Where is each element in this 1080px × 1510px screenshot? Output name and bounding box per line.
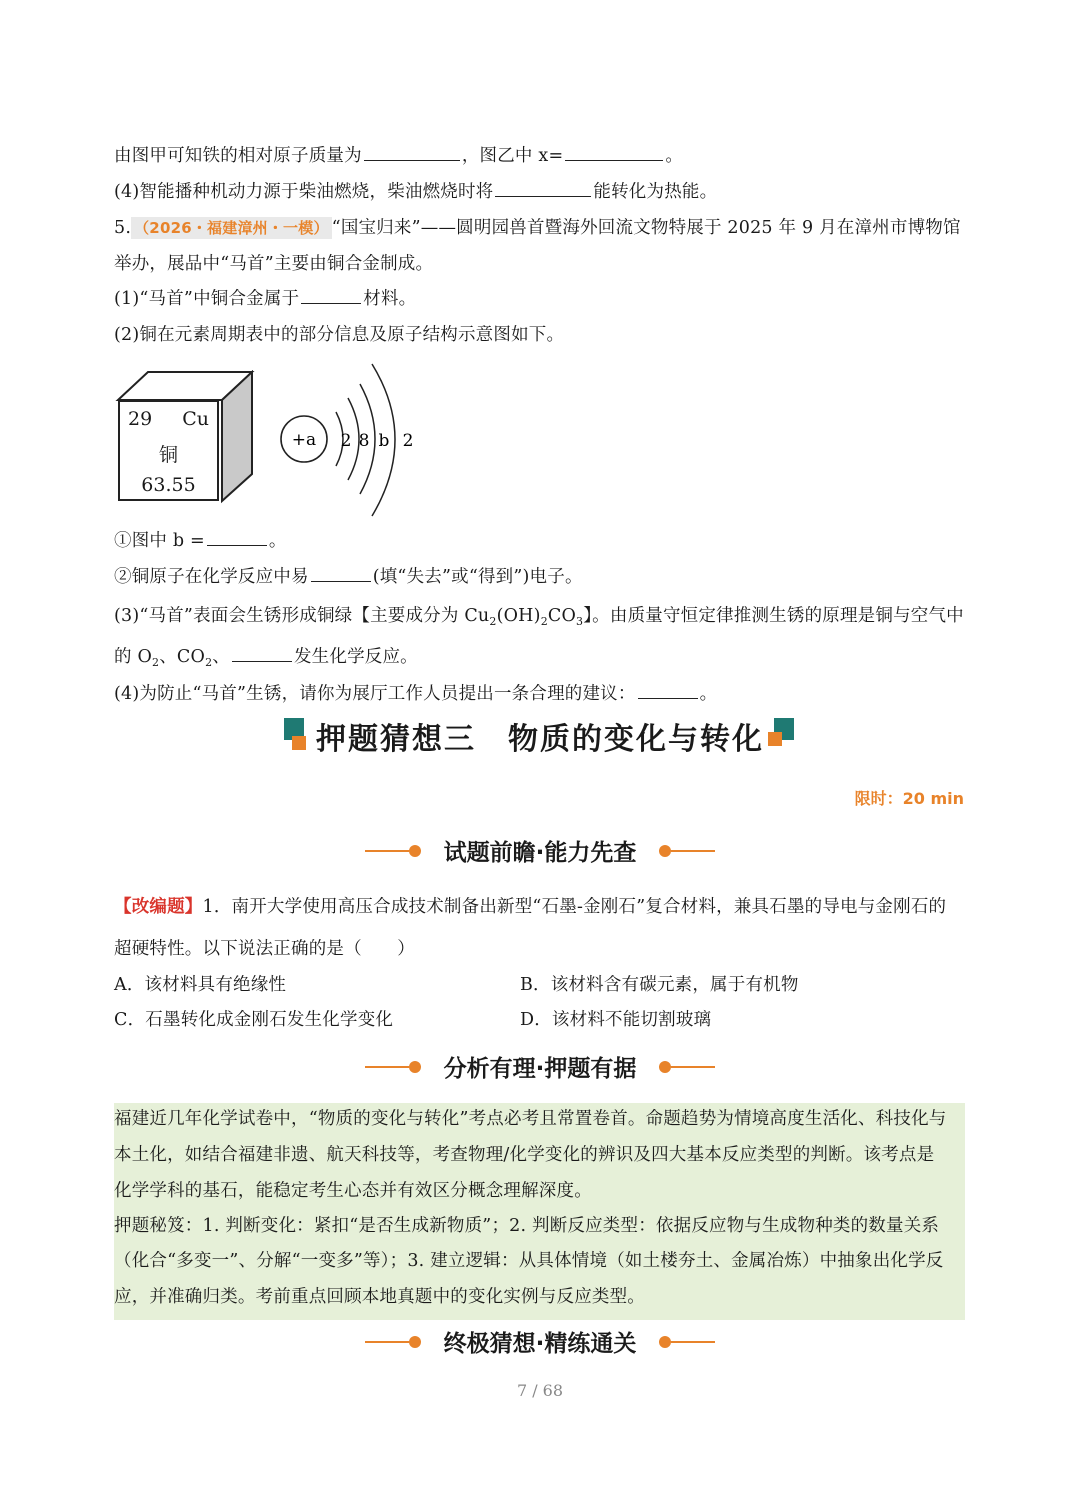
cell-front bbox=[118, 400, 219, 501]
text-segment: ，图乙中 x= bbox=[461, 146, 564, 166]
heading-right-icon bbox=[768, 718, 794, 750]
section-title: 分析有理·押题有据 bbox=[443, 1056, 637, 1082]
section-header bbox=[0, 834, 1080, 870]
atomic-number: 29 bbox=[128, 408, 153, 430]
answer-blank[interactable] bbox=[207, 529, 267, 546]
question-tag: 【改编题】 bbox=[114, 897, 203, 917]
text-segment: ①图中 b = bbox=[114, 531, 205, 551]
subscript: 2 bbox=[489, 615, 497, 628]
answer-blank[interactable] bbox=[311, 565, 371, 582]
time-limit: 限时：20 min bbox=[854, 789, 964, 808]
option-c[interactable] bbox=[114, 1008, 393, 1032]
answer-blank[interactable] bbox=[495, 180, 591, 197]
text-line bbox=[114, 937, 415, 961]
topic-heading bbox=[0, 714, 1080, 764]
text-segment: 举办，展品中“马首”主要由铜合金制成。 bbox=[114, 254, 434, 274]
option-text: C．石墨转化成金刚石发生化学变化 bbox=[114, 1010, 394, 1030]
text-segment: 】。由质量守恒定律推测生锈的原理是铜与空气中 bbox=[583, 606, 964, 626]
text-line bbox=[114, 323, 564, 347]
option-text: B．该材料含有碳元素，属于有机物 bbox=[520, 975, 799, 995]
option-text: A．该材料具有绝缘性 bbox=[114, 975, 287, 995]
text-segment: 。 bbox=[665, 146, 684, 166]
question-5-stem bbox=[114, 216, 961, 240]
answer-blank[interactable] bbox=[565, 144, 663, 161]
section-decoration-left bbox=[365, 1336, 421, 1348]
nucleus-charge: +a bbox=[291, 430, 317, 450]
section-decoration-left bbox=[365, 845, 421, 857]
answer-blank[interactable] bbox=[364, 144, 460, 161]
option-text: D．该材料不能切割玻璃 bbox=[520, 1010, 712, 1030]
text-segment: 超硬特性。以下说法正确的是（ ） bbox=[114, 939, 415, 959]
source-tag: （2026・福建漳州・一模） bbox=[131, 217, 332, 239]
text-line bbox=[114, 604, 964, 634]
text-segment: (3)“马首”表面会生锈形成铜绿【主要成分为 Cu bbox=[114, 606, 490, 626]
analysis-line: 福建近几年化学试卷中，“物质的变化与转化”考点必考且常置卷首。命题趋势为情境高度生活化、科技化与 bbox=[114, 1109, 947, 1129]
shell-count-4: 2 bbox=[402, 431, 414, 451]
text-segment: 的 O bbox=[114, 647, 153, 667]
text-segment: CO bbox=[547, 606, 577, 626]
text-line bbox=[114, 252, 433, 276]
text-segment: 、 bbox=[212, 647, 230, 667]
heading-left-icon bbox=[284, 718, 310, 750]
section-header bbox=[0, 1325, 1080, 1361]
text-segment: (1)“马首”中铜合金属于 bbox=[114, 289, 300, 309]
page-number: 7 / 68 bbox=[516, 1381, 564, 1400]
text-segment: (4)为防止“马首”生锈，请你为展厅工作人员提出一条合理的建议： bbox=[114, 684, 636, 704]
periodic-table-cell bbox=[114, 370, 259, 510]
analysis-line: 化学学科的基石，能稳定考生心态并有效区分概念理解深度。 bbox=[114, 1181, 592, 1201]
text-line bbox=[114, 529, 287, 553]
text-segment: (4)智能播种机动力源于柴油燃烧，柴油燃烧时将 bbox=[114, 182, 494, 202]
text-line bbox=[114, 144, 683, 168]
text-segment: 能转化为热能。 bbox=[593, 182, 718, 202]
subscript: 3 bbox=[576, 615, 584, 628]
answer-blank[interactable] bbox=[301, 287, 361, 304]
section-decoration-right bbox=[659, 1336, 715, 1348]
answer-blank[interactable] bbox=[232, 645, 292, 662]
analysis-line: 应，并准确归类。考前重点回顾本地真题中的变化实例与反应类型。 bbox=[114, 1287, 645, 1307]
analysis-line: 本土化，如结合福建非遗、航天科技等，考查物理/化学变化的辨识及四大基本反应类型的判断。该考点是 bbox=[114, 1145, 935, 1165]
question-1-stem bbox=[114, 895, 946, 919]
analysis-line: 押题秘笈：1. 判断变化：紧扣“是否生成新物质”；2. 判断反应类型：依据反应物与生成物种类的数量关系 bbox=[114, 1216, 940, 1236]
text-segment: 。 bbox=[699, 684, 718, 704]
text-line bbox=[114, 565, 583, 589]
atom-structure-diagram bbox=[278, 360, 428, 520]
text-segment: 1．南开大学使用高压合成技术制备出新型“石墨-金刚石”复合材料，兼具石墨的导电与金刚石的 bbox=[202, 897, 947, 917]
text-segment: 。 bbox=[268, 531, 287, 551]
section-decoration-right bbox=[659, 1061, 715, 1073]
text-line bbox=[114, 180, 717, 204]
text-line bbox=[114, 287, 416, 311]
answer-blank[interactable] bbox=[638, 682, 698, 699]
question-number: 5. bbox=[114, 218, 132, 238]
text-line bbox=[114, 645, 418, 675]
text-segment: (2)铜在元素周期表中的部分信息及原子结构示意图如下。 bbox=[114, 325, 565, 345]
analysis-line: （化合“多变一”、分解“一变多”等）；3. 建立逻辑：从具体情境（如土楼夯土、金属冶炼）中抽象出化学反 bbox=[114, 1251, 944, 1271]
option-b[interactable] bbox=[520, 973, 799, 997]
section-decoration-right bbox=[659, 845, 715, 857]
text-segment: (填“失去”或“得到”)电子。 bbox=[372, 567, 583, 587]
text-segment: 、CO bbox=[159, 647, 206, 667]
shell-count-3: b bbox=[378, 431, 390, 451]
section-title: 试题前瞻·能力先查 bbox=[443, 840, 637, 866]
section-title: 终极猜想·精练通关 bbox=[443, 1331, 637, 1357]
subscript: 2 bbox=[152, 656, 160, 669]
text-segment: ②铜原子在化学反应中易 bbox=[114, 567, 309, 587]
subscript: 2 bbox=[540, 615, 548, 628]
subscript: 2 bbox=[205, 656, 213, 669]
option-d[interactable] bbox=[520, 1008, 711, 1032]
element-symbol: Cu bbox=[182, 408, 209, 430]
text-line bbox=[114, 682, 717, 706]
text-segment: 发生化学反应。 bbox=[293, 647, 418, 667]
atomic-mass: 63.55 bbox=[141, 474, 196, 496]
element-name: 铜 bbox=[158, 444, 178, 466]
text-segment: 由图甲可知铁的相对原子质量为 bbox=[114, 146, 362, 166]
section-decoration-left bbox=[365, 1061, 421, 1073]
text-segment: “国宝归来”——圆明园兽首暨海外回流文物特展于 2025 年 9 月在漳州市博物馆 bbox=[331, 218, 961, 238]
text-segment: 材料。 bbox=[363, 289, 417, 309]
heading-title: 押题猜想三 物质的变化与转化 bbox=[316, 722, 764, 757]
shell-count-2: 8 bbox=[358, 431, 370, 451]
section-header bbox=[0, 1050, 1080, 1086]
text-segment: (OH) bbox=[496, 606, 541, 626]
option-a[interactable] bbox=[114, 973, 286, 997]
shell-count-1: 2 bbox=[340, 431, 352, 451]
